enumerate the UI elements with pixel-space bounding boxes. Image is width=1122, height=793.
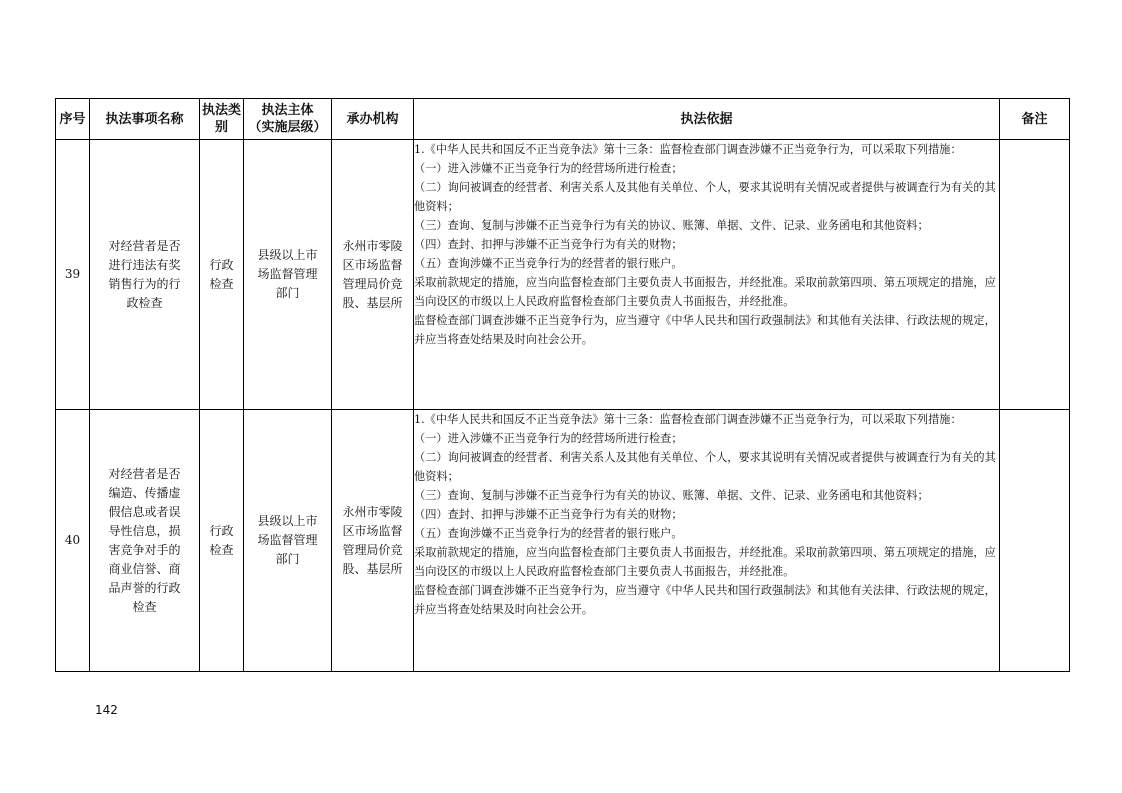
row-subject: 县级以上市场监督管理部门 (244, 140, 332, 410)
header-subject-line2: （实施层级） (248, 120, 327, 135)
basis-paragraph: （四）查封、扣押与涉嫌不正当竞争行为有关的财物； (414, 238, 683, 251)
header-seq: 序号 (56, 99, 90, 140)
header-category: 执法类别 (200, 99, 244, 140)
row-seq: 40 (56, 410, 90, 672)
basis-paragraph: （三）查询、复制与涉嫌不正当竞争行为有关的协议、账簿、单据、文件、记录、业务函电和其他资料； (414, 219, 929, 232)
row-category: 行政检查 (200, 410, 244, 672)
basis-paragraph: 监督检查部门调查涉嫌不正当竞争行为，应当遵守《中华人民共和国行政强制法》和其他有关法律、行政法规的规定，并应当将查处结果及时向社会公开。 (414, 314, 996, 346)
row-subject: 县级以上市场监督管理部门 (244, 410, 332, 672)
header-subject-line1: 执法主体 (261, 103, 314, 118)
basis-paragraph: 采取前款规定的措施，应当向监督检查部门主要负责人书面报告，并经批准。采取前款第四项、第五项规定的措施，应当向设区的市级以上人民政府监督检查部门主要负责人书面报告，并经批准。 (414, 546, 996, 578)
row-remark (1000, 410, 1070, 672)
row-office: 永州市零陵区市场监督管理局价竞股、基层所 (332, 140, 414, 410)
enforcement-table (55, 98, 1070, 672)
basis-paragraph: 监督检查部门调查涉嫌不正当竞争行为，应当遵守《中华人民共和国行政强制法》和其他有关法律、行政法规的规定，并应当将查处结果及时向社会公开。 (414, 584, 996, 616)
row-office: 永州市零陵区市场监督管理局价竞股、基层所 (332, 410, 414, 672)
basis-paragraph: （三）查询、复制与涉嫌不正当竞争行为有关的协议、账簿、单据、文件、记录、业务函电和其他资料； (414, 489, 929, 502)
basis-paragraph: 1.《中华人民共和国反不正当竞争法》第十三条：监督检查部门调查涉嫌不正当竞争行为，可以采取下列措施： (414, 143, 962, 156)
row-seq: 39 (56, 140, 90, 410)
page-number: 142 (95, 703, 118, 717)
row-remark (1000, 140, 1070, 410)
header-remark: 备注 (1000, 99, 1070, 140)
header-subject (244, 99, 332, 140)
basis-paragraph: 1.《中华人民共和国反不正当竞争法》第十三条：监督检查部门调查涉嫌不正当竞争行为，可以采取下列措施： (414, 413, 962, 426)
basis-paragraph: 采取前款规定的措施，应当向监督检查部门主要负责人书面报告，并经批准。采取前款第四项、第五项规定的措施，应当向设区的市级以上人民政府监督检查部门主要负责人书面报告，并经批准。 (414, 276, 996, 308)
basis-paragraph: （四）查封、扣押与涉嫌不正当竞争行为有关的财物； (414, 508, 683, 521)
basis-paragraph: （一）进入涉嫌不正当竞争行为的经营场所进行检查； (414, 432, 683, 445)
table-row (56, 140, 1070, 410)
row-basis (414, 140, 1000, 410)
row-name: 对经营者是否进行违法有奖销售行为的行政检查 (90, 140, 200, 410)
header-name: 执法事项名称 (90, 99, 200, 140)
basis-paragraph: （五）查询涉嫌不正当竞争行为的经营者的银行账户。 (414, 257, 683, 270)
basis-paragraph: （五）查询涉嫌不正当竞争行为的经营者的银行账户。 (414, 527, 683, 540)
basis-paragraph: （二）询问被调查的经营者、利害关系人及其他有关单位、个人，要求其说明有关情况或者提供与被调查行为有关的其他资料； (414, 181, 996, 213)
header-office: 承办机构 (332, 99, 414, 140)
row-name: 对经营者是否编造、传播虚假信息或者误导性信息，损害竞争对手的商业信誉、商品声誉的行政检查 (90, 410, 200, 672)
table-row (56, 410, 1070, 672)
basis-paragraph: （二）询问被调查的经营者、利害关系人及其他有关单位、个人，要求其说明有关情况或者提供与被调查行为有关的其他资料； (414, 451, 996, 483)
table-header (56, 99, 1070, 140)
row-category: 行政检查 (200, 140, 244, 410)
header-basis: 执法依据 (414, 99, 1000, 140)
row-basis (414, 410, 1000, 672)
basis-paragraph: （一）进入涉嫌不正当竞争行为的经营场所进行检查； (414, 162, 683, 175)
